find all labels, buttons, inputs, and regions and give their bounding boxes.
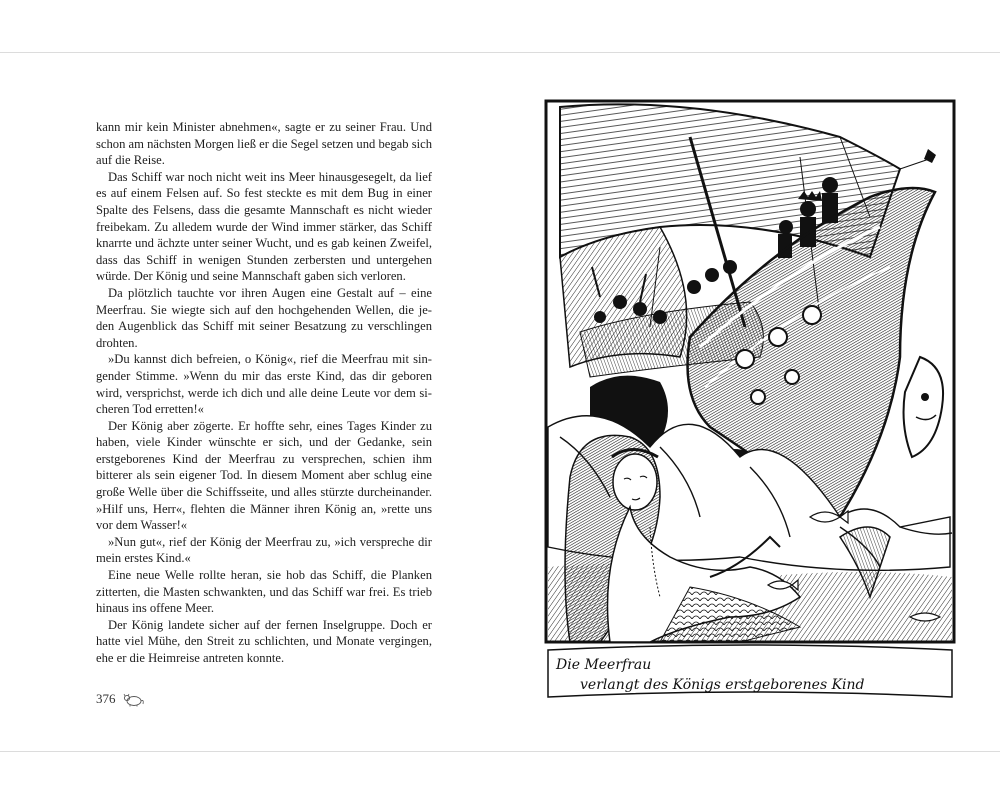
left-page (0, 53, 500, 751)
paragraph: Der König landete sicher auf der fernen Inselgruppe. Doch er hatte viel Mühe, den Streit zu schlichten, und Monate vergingen, ehe er die Heimreise antreten konnte. (96, 617, 432, 665)
page-footer (96, 691, 144, 707)
paragraph: Da plötzlich tauchte vor ihren Augen eine Gestalt auf – eine Meerfrau. Sie wiegte sich auf den hochgehenden Wellen, die jeden Augenblick das Schiff mit seiner Besatzung zu verschlingen drohten. (96, 285, 432, 350)
paragraph: Eine neue Welle rollte heran, sie hob das Schiff, die Planken zitterten, die Masten schwankten, und das Schiff war frei. Es trieb hinaus ins offene Meer. (96, 568, 432, 616)
page-number: 376 (96, 691, 116, 706)
book-spread (0, 52, 1000, 752)
caption-line-2: verlangt des Königs erstgeborenes Kind (580, 677, 865, 693)
right-page (500, 53, 1000, 751)
paragraph: »Du kannst dich befreien, o König«, rief die Meerfrau mit singender Stimme. »Wenn du mir das erste Kind, das dir geboren wird, versprichst, werde ich dich und alle deine Leute vor dem sicheren Tod erretten!« (96, 352, 432, 417)
engraving-svg (540, 97, 960, 709)
paragraph: kann mir kein Minister abnehmen«, sagte er zu seiner Frau. Und schon am nächsten Morgen ließ er die Segel setzen und begab sich auf die Reise. (96, 120, 432, 168)
paragraph: Das Schiff war noch nicht weit ins Meer hinausgesegelt, da lief es auf einem Felsen auf. So fest steckte es mit dem Bug in einer Spalte des Felsens, dass die gesamte Mannschaft es nicht wieder freibekam. Zu alledem wurde der Wind immer stärker, das Schiff knarrte und ächzte unter seiner Wucht, und es gab keinen Zweifel, dass das Schiff in wenigen Stunden zerbersten und untergehen würde. Der König und seine Mannschaft gaben sich verloren. (96, 169, 432, 284)
mermaid-and-ship-engraving (540, 97, 960, 709)
paragraph: »Nun gut«, rief der König der Meerfrau zu, »ich verspreche dir mein erstes Kind.« (96, 534, 432, 566)
body-text (96, 119, 432, 667)
mermaid-face (613, 454, 657, 510)
paragraph: Der König aber zögerte. Er hoffte sehr, eines Tages Kinder zu haben, viele Kinder wünschte er sich, und der Gedanke, sein erstgeborenes Kind der Meerfrau zu versprechen, schien ihm bitterer als sein eigener Tod. In diesem Moment aber schlug eine große Welle über die Schiffsseite, und alles stürzte durcheinander. »Hilf uns, Herr«, flehten die Männer ihren König an, »rette uns vor dem Wasser!« (96, 418, 432, 533)
caption-line-1: Die Meerfrau (556, 657, 652, 673)
small-animal-vignette-icon (122, 691, 144, 707)
